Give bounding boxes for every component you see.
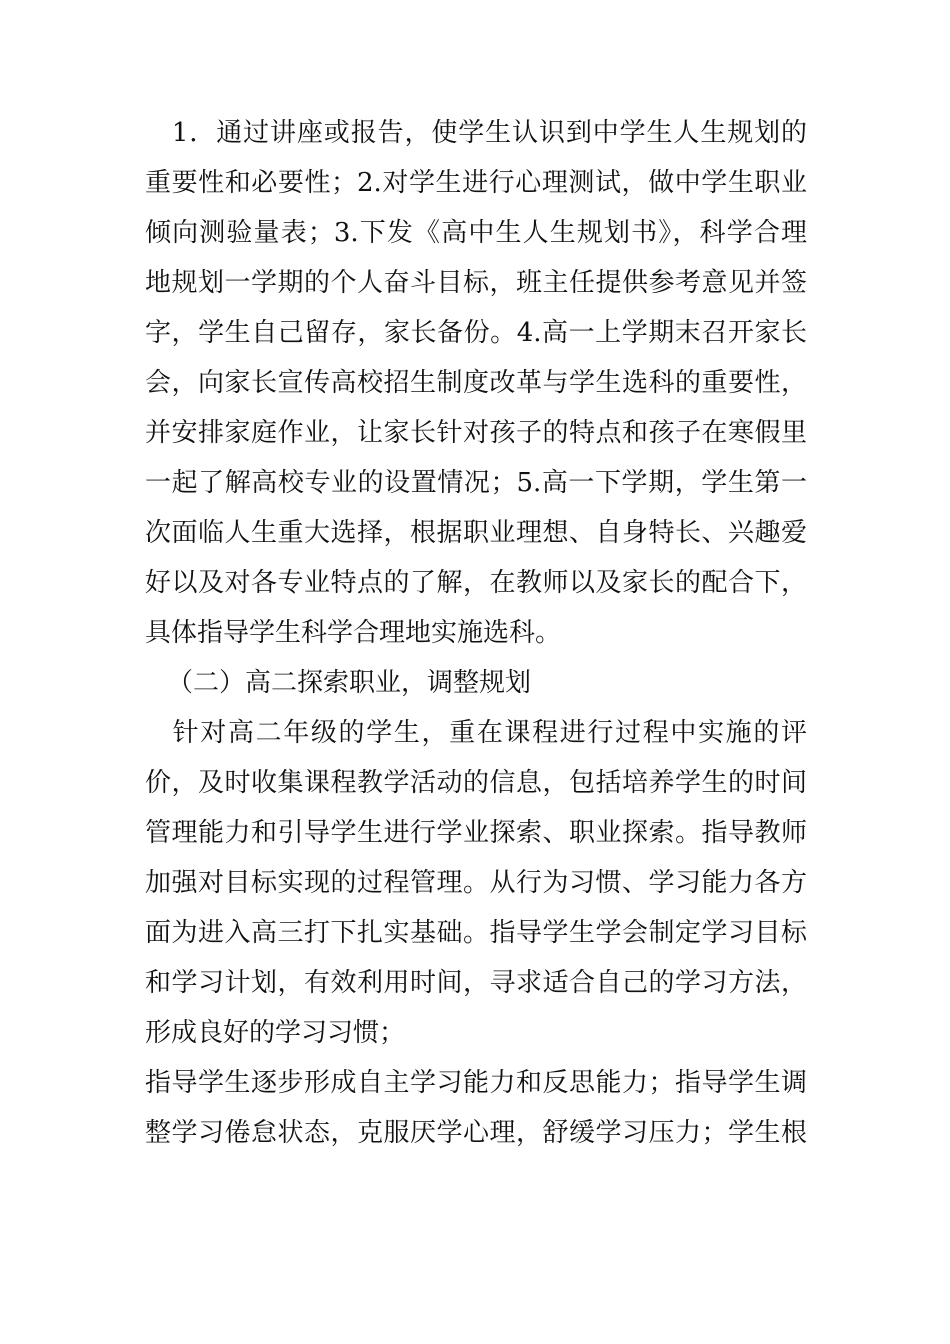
- paragraph-line: 字，学生自己留存，家长备份。4.高一上学期末召开家长: [145, 318, 807, 348]
- paragraph-line: 并安排家庭作业，让家长针对孩子的特点和孩子在寒假里: [145, 418, 807, 448]
- paragraph-line: 和学习计划，有效利用时间，寻求适合自己的学习方法，: [145, 968, 807, 998]
- paragraph-line: 指导学生逐步形成自主学习能力和反思能力；指导学生调: [145, 1068, 807, 1098]
- paragraph-line: 形成良好的学习习惯；: [145, 1018, 406, 1048]
- paragraph-line: 好以及对各专业特点的了解，在教师以及家长的配合下，: [145, 568, 807, 598]
- paragraph-line: 加强对目标实现的过程管理。从行为习惯、学习能力各方: [145, 868, 807, 898]
- paragraph-line: 倾向测验量表；3.下发《高中生人生规划书》，科学合理: [145, 218, 807, 248]
- paragraph-line: 地规划一学期的个人奋斗目标，班主任提供参考意见并签: [145, 268, 807, 298]
- section-heading: （二）高二探索职业，调整规划: [167, 668, 532, 698]
- paragraph-line: 会，向家长宣传高校招生制度改革与学生选科的重要性，: [145, 368, 807, 398]
- paragraph-line: 面为进入高三打下扎实基础。指导学生学会制定学习目标: [145, 918, 807, 948]
- paragraph-line: 次面临人生重大选择，根据职业理想、自身特长、兴趣爱: [145, 518, 807, 548]
- paragraph-line: 一起了解高校专业的设置情况；5.高一下学期，学生第一: [145, 468, 807, 498]
- paragraph-line: 针对高二年级的学生，重在课程进行过程中实施的评: [145, 718, 807, 748]
- paragraph-line: 具体指导学生科学合理地实施选科。: [145, 618, 562, 648]
- paragraph-line: 重要性和必要性；2.对学生进行心理测试，做中学生职业: [145, 168, 807, 198]
- paragraph-line: 价，及时收集课程教学活动的信息，包括培养学生的时间: [145, 768, 807, 798]
- paragraph-line: 1．通过讲座或报告，使学生认识到中学生人生规划的: [145, 118, 807, 148]
- paragraph-line: 管理能力和引导学生进行学业探索、职业探索。指导教师: [145, 818, 807, 848]
- paragraph-line: 整学习倦怠状态，克服厌学心理，舒缓学习压力；学生根: [145, 1118, 807, 1148]
